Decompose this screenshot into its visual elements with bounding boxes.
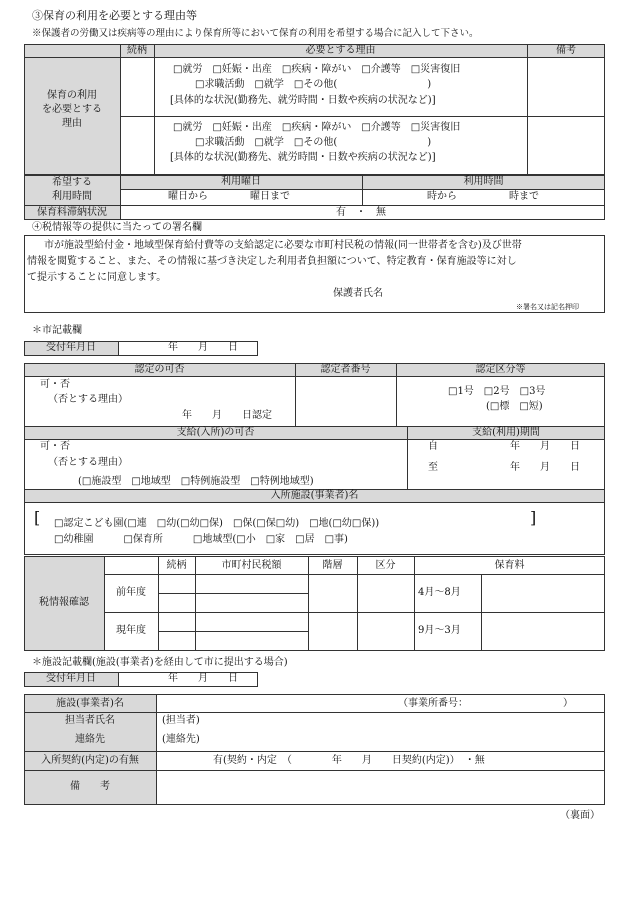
use-day-header: 利用曜日 — [221, 176, 261, 187]
section4-title: ④税情報等の提供に当たっての署名欄 — [32, 222, 202, 233]
hope-label: 希望する — [52, 177, 92, 188]
staff-field[interactable]: (担当者) — [162, 715, 200, 726]
hope-label: 利用時間 — [52, 191, 92, 202]
contract-label: 入所契約(内定)の有無 — [41, 755, 139, 766]
tax-col-tax: 市町村民税額 — [221, 560, 282, 571]
arrears-value[interactable]: 有 ・ 無 — [336, 207, 386, 218]
reason-detail-label: [具体的な状況(勤務先、就労時間・日数や疾病の状況など)] — [170, 152, 436, 163]
reason-detail-label: [具体的な状況(勤務先、就労時間・日数や疾病の状況など)] — [170, 95, 436, 106]
fee-period-2: 9月～3月 — [418, 625, 461, 636]
tax-col-relation: 続柄 — [166, 560, 187, 571]
consent-text: 市が施設型給付金・地域型保育給付費等の支給認定に必要な市町村民税の情報(同一世帯者を含む)及び世帯 — [44, 240, 522, 251]
city-title: ＊市記載欄 — [32, 325, 82, 336]
signature-label: 保護者氏名 — [333, 288, 383, 299]
tax-label: 税情報確認 — [39, 597, 89, 608]
section3-note: ※保護者の労働又は疾病等の理由により保育所等において保育の利用を希望する場合に記入して下さい。 — [32, 28, 479, 39]
row-label: 保育の利用 — [47, 90, 97, 101]
facility-received-date[interactable]: 年 月 日 — [168, 673, 238, 684]
row-label: 理由 — [62, 118, 82, 129]
consent-text: 情報を閲覧すること、また、その情報に基づき決定した利用者負担額について、特定教育・保育施設等に対し — [27, 256, 517, 267]
col-remarks: 備考 — [556, 45, 576, 56]
cert-class-sub[interactable]: (□標 □短) — [486, 401, 543, 412]
tax-col-tier: 階層 — [322, 560, 343, 571]
reason-checkboxes-2[interactable]: □求職活動 □就学 □その他( ) — [195, 137, 432, 148]
period-to-date[interactable]: 年 月 日 — [510, 462, 580, 473]
office-number[interactable]: （事業所番号： ） — [398, 698, 573, 709]
facility-received-label: 受付年月日 — [46, 673, 96, 684]
pay-reason: （否とする理由） — [48, 457, 128, 468]
contact-field[interactable]: (連絡先) — [162, 734, 200, 745]
day-from[interactable]: 曜日から — [168, 191, 208, 202]
col-relation: 続柄 — [127, 45, 147, 56]
period-header: 支給(利用)期間 — [472, 427, 540, 438]
cert-ok[interactable]: 可・否 — [40, 379, 70, 390]
bracket-open: [ — [34, 508, 41, 527]
contract-value[interactable]: 有(契約・内定 （ 年 月 日契約(内定)） ・無 — [213, 755, 485, 766]
pay-ok[interactable]: 可・否 — [40, 441, 70, 452]
day-to[interactable]: 曜日まで — [250, 191, 290, 202]
period-to: 至 — [428, 462, 438, 473]
period-from-date[interactable]: 年 月 日 — [510, 441, 580, 452]
remarks-label: 備 考 — [70, 781, 110, 792]
reason-checkboxes-1[interactable]: □就労 □妊娠・出産 □疾病・障がい □介護等 □災害復旧 — [173, 64, 461, 75]
facility-section-title: ＊施設記載欄(施設(事業者)を経由して市に提出する場合) — [32, 657, 288, 668]
signature-note: ※署名又は記名押印 — [516, 303, 579, 311]
facility-header: 入所施設(事業者)名 — [270, 490, 359, 501]
staff-label: 担当者氏名 — [65, 715, 115, 726]
facility-options-2[interactable]: □幼稚園 □保育所 □地域型(□小 □家 □居 □事) — [54, 534, 348, 545]
facility-options-1[interactable]: □認定こども園(□連 □幼(□幼□保) □保(□保□幼) □地(□幼□保)) — [54, 518, 380, 529]
time-from[interactable]: 時から — [427, 191, 457, 202]
cert-no-header: 認定者番号 — [320, 364, 371, 375]
time-to[interactable]: 時まで — [509, 191, 539, 202]
tax-col-class: 区分 — [375, 560, 396, 571]
use-time-header: 利用時間 — [463, 176, 504, 187]
bracket-close: ] — [530, 508, 537, 527]
pay-types[interactable]: (□施設型 □地域型 □特例施設型 □特例地域型) — [78, 476, 314, 487]
received-date[interactable]: 年 月 日 — [168, 342, 238, 353]
reason-checkboxes-2[interactable]: □求職活動 □就学 □その他( ) — [195, 79, 432, 90]
contact-label: 連絡先 — [75, 734, 105, 745]
cert-header: 認定の可否 — [134, 364, 185, 375]
arrears-label: 保育料滞納状況 — [37, 207, 107, 218]
row-label: を必要とする — [42, 104, 102, 115]
consent-text: て提示することに同意します。 — [27, 272, 167, 283]
tax-col-fee: 保育料 — [494, 560, 525, 571]
facility-name-label: 施設(事業者)名 — [56, 698, 124, 709]
prev-year: 前年度 — [116, 587, 146, 598]
reason-checkboxes-1[interactable]: □就労 □妊娠・出産 □疾病・障がい □介護等 □災害復旧 — [173, 122, 461, 133]
col-reason: 必要とする理由 — [305, 45, 376, 56]
curr-year: 現年度 — [116, 625, 146, 636]
footer-reverse: （裏面） — [560, 810, 600, 821]
cert-class-options[interactable]: □1号 □2号 □3号 — [448, 386, 546, 397]
pay-header: 支給(入所)の可否 — [176, 427, 255, 438]
section3-title: ③保育の利用を必要とする理由等 — [32, 9, 197, 22]
cert-reason: （否とする理由） — [48, 394, 128, 405]
cert-class-header: 認定区分等 — [475, 364, 526, 375]
received-label: 受付年月日 — [46, 342, 96, 353]
period-from: 自 — [428, 441, 438, 452]
fee-period-1: 4月～8月 — [418, 587, 461, 598]
cert-date[interactable]: 年 月 日認定 — [182, 410, 272, 421]
